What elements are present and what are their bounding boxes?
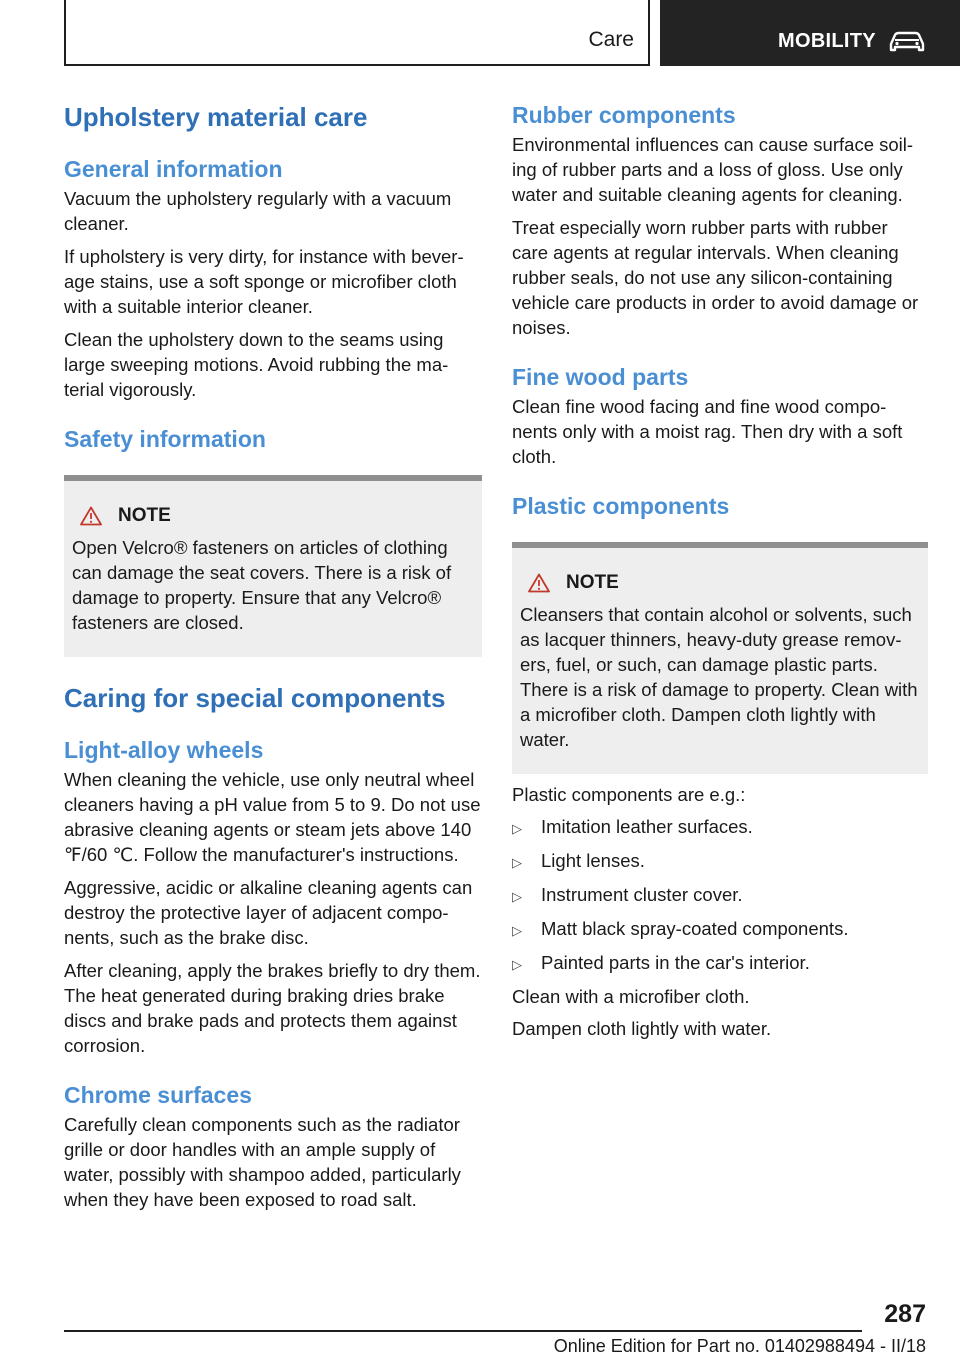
note-box-velcro xyxy=(64,475,482,657)
triangle-bullet-icon: ▷ xyxy=(512,889,522,904)
list-item-text: Light lenses. xyxy=(541,850,645,871)
general-paragraph-2: If upholstery is very dirty, for instance with bever-age stains, use a soft sponge or microfiber cloth with a suitable interior cleaner. xyxy=(64,246,464,317)
plastic-components-heading: Plastic components xyxy=(512,493,730,519)
car-icon xyxy=(888,30,926,52)
wheels-paragraph-2: Aggressive, acidic or alkaline cleaning agents can destroy the protective layer of adjacent compo-nents, such as the brake disc. xyxy=(64,877,473,948)
fine-wood-parts-heading: Fine wood parts xyxy=(512,364,689,390)
page-number: 287 xyxy=(884,1300,926,1328)
plastic-intro: Plastic components are e.g.: xyxy=(512,784,746,805)
list-item-text: Instrument cluster cover. xyxy=(541,884,743,905)
plastic-components-list xyxy=(512,814,928,977)
general-paragraph-3: Clean the upholstery down to the seams using large sweeping motions. Avoid rubbing the ma-terial vigorously. xyxy=(64,329,449,400)
wheels-paragraph-3: After cleaning, apply the brakes briefly to dry them. The heat generated during braking dries brake discs and brake pads and protects them against corrosion. xyxy=(64,960,481,1056)
list-item xyxy=(512,814,928,841)
triangle-bullet-icon: ▷ xyxy=(512,855,522,870)
plastic-paragraph-2: Clean with a microfiber cloth. xyxy=(512,986,750,1007)
note-box-plastic xyxy=(512,542,928,774)
wood-paragraph-1: Clean fine wood facing and fine wood compo-nents only with a moist rag. Then dry with a soft cloth. xyxy=(512,396,903,467)
warning-icon xyxy=(528,573,550,593)
rubber-components-heading: Rubber components xyxy=(512,102,736,128)
warning-icon xyxy=(80,506,102,526)
left-column xyxy=(64,100,482,1212)
header-section-label: Care xyxy=(588,28,634,51)
list-item-text: Matt black spray-coated components. xyxy=(541,918,849,939)
note-header xyxy=(520,570,920,596)
note-label: NOTE xyxy=(566,572,619,593)
list-item xyxy=(512,950,928,977)
rubber-paragraph-2: Treat especially worn rubber parts with rubber care agents at regular intervals. When cleaning rubber seals, do not use any silicon-containing vehicle care products in order to avoid damage or noises. xyxy=(512,217,919,338)
list-item xyxy=(512,848,928,875)
light-alloy-wheels-heading: Light-alloy wheels xyxy=(64,737,264,763)
triangle-bullet-icon: ▷ xyxy=(512,957,522,972)
chrome-surfaces-heading: Chrome surfaces xyxy=(64,1082,252,1108)
header-chapter-label: MOBILITY xyxy=(778,30,876,52)
general-information-heading: General information xyxy=(64,156,283,182)
header-chapter-box xyxy=(660,0,960,66)
list-item xyxy=(512,916,928,943)
header-section-box xyxy=(64,0,650,66)
footer-divider xyxy=(64,1330,862,1332)
wheels-paragraph-1: When cleaning the vehicle, use only neutral wheel cleaners having a pH value from 5 to 9. Do not use abrasive cleaning agents or steam jets above 140 ℉/60 ℃. Follow the manufacturer's instructions. xyxy=(64,769,481,865)
list-item-text: Imitation leather surfaces. xyxy=(541,816,753,837)
plastic-paragraph-3: Dampen cloth lightly with water. xyxy=(512,1018,772,1039)
note-text: Cleansers that contain alcohol or solvents, such as lacquer thinners, heavy-duty grease remov-ers, fuel, or such, can damage plastic parts. There is a risk of damage to property. Clean with a microfiber cloth. Dampen cloth lightly with water. xyxy=(520,604,918,750)
upholstery-heading: Upholstery material care xyxy=(64,102,368,132)
safety-information-heading: Safety information xyxy=(64,426,266,452)
rubber-paragraph-1: Environmental influences can cause surface soil-ing of rubber parts and a loss of gloss. Use only water and suitable cleaning agents for cleaning. xyxy=(512,134,914,205)
note-label: NOTE xyxy=(118,505,171,526)
footer-edition: Online Edition for Part no. 01402988494 - II/18 xyxy=(553,1336,926,1356)
chrome-paragraph-1: Carefully clean components such as the radiator grille or door handles with an ample supply of water, possibly with shampoo added, particularly when they have been exposed to road salt. xyxy=(64,1114,461,1210)
general-paragraph-1: Vacuum the upholstery regularly with a vacuum cleaner. xyxy=(64,188,452,234)
list-item xyxy=(512,882,928,909)
note-header xyxy=(72,503,474,529)
right-column xyxy=(512,100,928,1041)
list-item-text: Painted parts in the car's interior. xyxy=(541,952,810,973)
triangle-bullet-icon: ▷ xyxy=(512,923,522,938)
special-components-heading: Caring for special components xyxy=(64,683,446,713)
note-text: Open Velcro® fasteners on articles of clothing can damage the seat covers. There is a risk of damage to property. Ensure that any Velcro® fasteners are closed. xyxy=(72,537,452,633)
triangle-bullet-icon: ▷ xyxy=(512,821,522,836)
